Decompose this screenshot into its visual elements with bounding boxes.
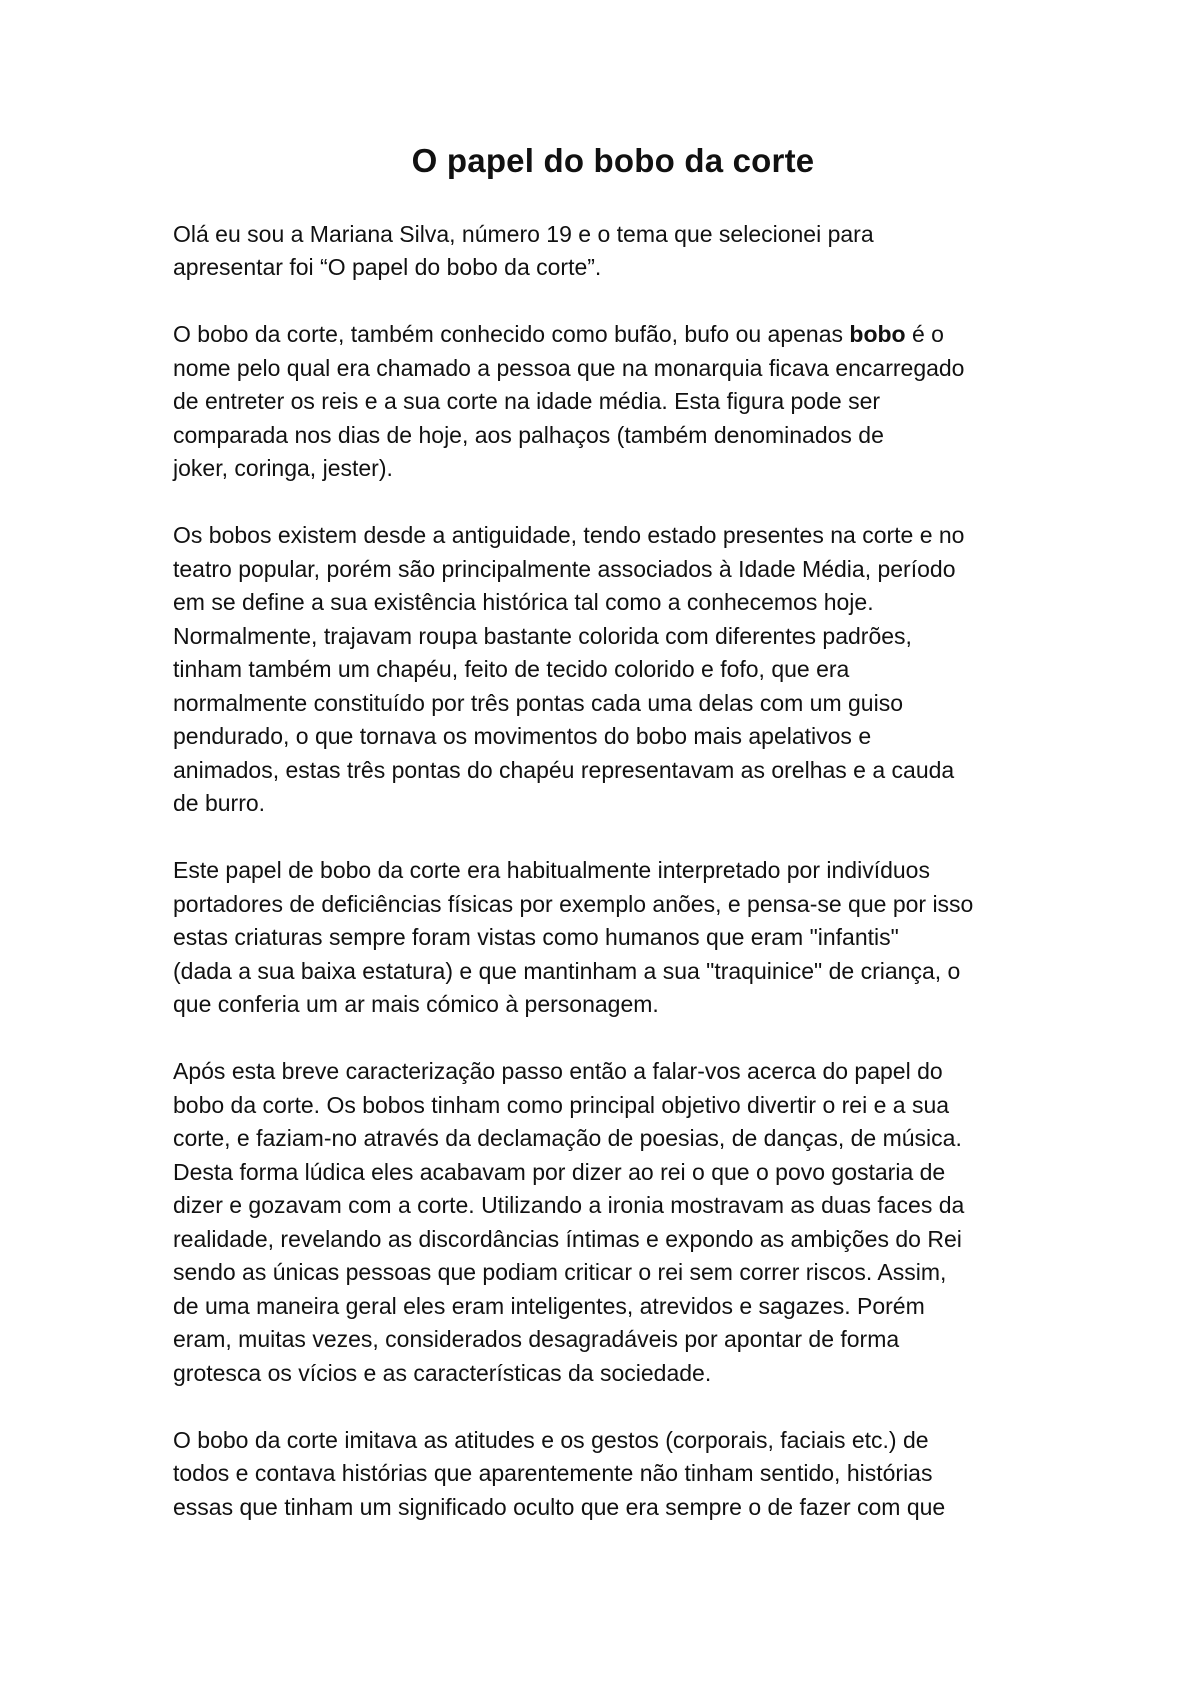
paragraph-history bbox=[173, 519, 1053, 821]
text-line: estas criaturas sempre foram vistas como humanos que eram "infantis" bbox=[173, 924, 899, 951]
text-line: Este papel de bobo da corte era habitualmente interpretado por indivíduos bbox=[173, 857, 930, 884]
text-line: bobo da corte. Os bobos tinham como principal objetivo divertir o rei e a sua bbox=[173, 1091, 950, 1118]
text-line: de burro. bbox=[173, 790, 266, 817]
text-line: Após esta breve caracterização passo então a falar-vos acerca do papel do bbox=[173, 1058, 943, 1085]
text-line: em se define a sua existência histórica tal como a conhecemos hoje. bbox=[173, 589, 874, 616]
text-line: corte, e faziam-no através da declamação de poesias, de danças, de música. bbox=[173, 1125, 962, 1152]
text-line: pendurado, o que tornava os movimentos do bobo mais apelativos e bbox=[173, 723, 872, 750]
text-line: tinham também um chapéu, feito de tecido colorido e fofo, que era bbox=[173, 656, 850, 683]
text-line: Desta forma lúdica eles acabavam por dizer ao rei o que o povo gostaria de bbox=[173, 1158, 946, 1185]
text-line: apresentar foi “O papel do bobo da corte”. bbox=[173, 254, 602, 281]
paragraph-imitation bbox=[173, 1424, 1053, 1525]
text-line: essas que tinham um significado oculto que era sempre o de fazer com que bbox=[173, 1493, 946, 1520]
text-line: nome pelo qual era chamado a pessoa que na monarquia ficava encarregado bbox=[173, 354, 965, 381]
text-run: O bobo da corte, também conhecido como bufão, bufo ou apenas bbox=[173, 321, 850, 348]
text-run: é o bbox=[905, 321, 944, 348]
text-line: todos e contava histórias que aparentemente não tinham sentido, histórias bbox=[173, 1460, 933, 1487]
paragraph-role bbox=[173, 1055, 1053, 1390]
paragraph-performers bbox=[173, 854, 1053, 1022]
text-line: joker, coringa, jester). bbox=[173, 455, 393, 482]
text-line: O bobo da corte imitava as atitudes e os gestos (corporais, faciais etc.) de bbox=[173, 1426, 929, 1453]
text-line: teatro popular, porém são principalmente associados à Idade Média, período bbox=[173, 555, 956, 582]
bold-term: bobo bbox=[849, 321, 906, 348]
text-line: de entreter os reis e a sua corte na idade média. Esta figura pode ser bbox=[173, 388, 881, 415]
text-line: sendo as únicas pessoas que podiam criticar o rei sem correr riscos. Assim, bbox=[173, 1259, 947, 1286]
paragraph-intro bbox=[173, 218, 1053, 285]
text-line: de uma maneira geral eles eram inteligentes, atrevidos e sagazes. Porém bbox=[173, 1292, 925, 1319]
text-line: animados, estas três pontas do chapéu representavam as orelhas e a cauda bbox=[173, 756, 955, 783]
text-line: que conferia um ar mais cómico à personagem. bbox=[173, 991, 659, 1018]
text-line: normalmente constituído por três pontas cada uma delas com um guiso bbox=[173, 689, 903, 716]
text-line: Normalmente, trajavam roupa bastante colorida com diferentes padrões, bbox=[173, 622, 912, 649]
text-line: eram, muitas vezes, considerados desagradáveis por apontar de forma bbox=[173, 1326, 900, 1353]
text-line: grotesca os vícios e as características da sociedade. bbox=[173, 1359, 712, 1386]
text-line bbox=[173, 318, 1053, 352]
document-title: O papel do bobo da corte bbox=[411, 142, 815, 179]
text-line: Os bobos existem desde a antiguidade, tendo estado presentes na corte e no bbox=[173, 522, 965, 549]
text-line: portadores de deficiências físicas por exemplo anões, e pensa-se que por isso bbox=[173, 890, 974, 917]
text-line: realidade, revelando as discordâncias íntimas e expondo as ambições do Rei bbox=[173, 1225, 962, 1252]
text-line: dizer e gozavam com a corte. Utilizando a ironia mostravam as duas faces da bbox=[173, 1192, 965, 1219]
text-line: comparada nos dias de hoje, aos palhaços (também denominados de bbox=[173, 421, 884, 448]
text-line: Olá eu sou a Mariana Silva, número 19 e o tema que selecionei para bbox=[173, 220, 874, 247]
paragraph-definition bbox=[173, 318, 1053, 486]
text-line: (dada a sua baixa estatura) e que mantinham a sua "traquinice" de criança, o bbox=[173, 957, 961, 984]
document-page bbox=[173, 140, 1053, 1558]
